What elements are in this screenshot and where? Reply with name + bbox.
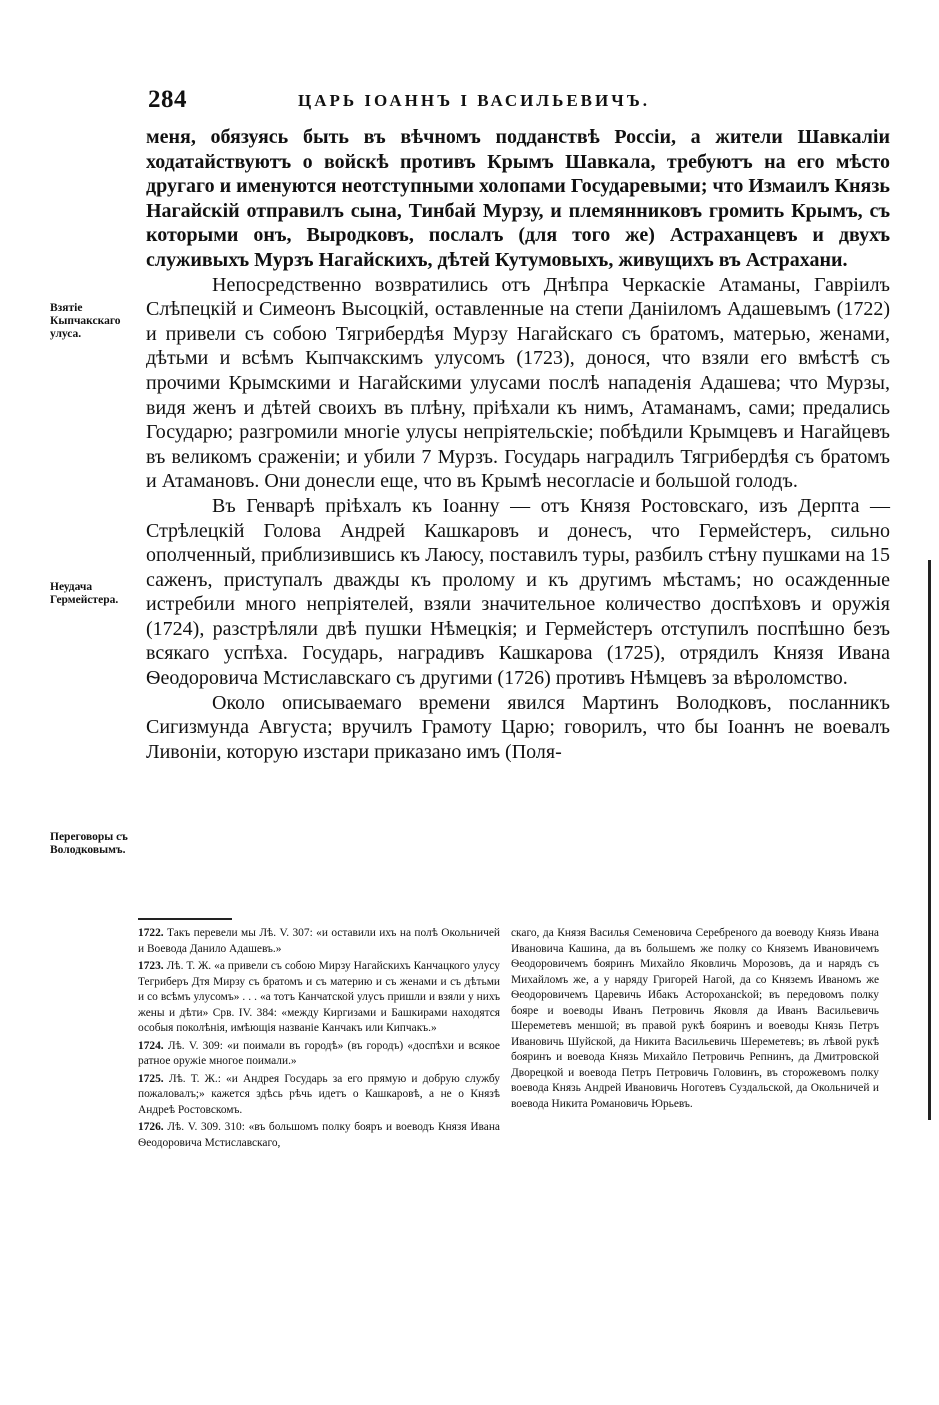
margin-note-volodkov: Переговоры съ Володковымъ. bbox=[50, 831, 128, 856]
margin-note-hermeister: Неудача Гермейстера. bbox=[50, 581, 119, 606]
footnote-text: Лѣ. Т. Ж.: «и Андрея Государь за его прямую и добрую службу пожаловалъ;» кажется здѣсь рѣчь идетъ о Кашкаровѣ, а не о Князѣ Андреѣ Ростовскомъ. bbox=[138, 1072, 500, 1116]
footnote-number: 1726. bbox=[138, 1121, 164, 1133]
main-text bbox=[146, 125, 890, 764]
footnote-number: 1723. bbox=[138, 960, 164, 972]
margin-note-kypchak: Взятіе Кыпчакскаго улуса. bbox=[50, 302, 121, 340]
paragraph: Въ Генварѣ пріѣхалъ къ Іоанну — отъ Князя Ростовскаго, изъ Дерпта — Стрѣлецкій Голова Андрей Кашкаровъ и донесъ, что Гермейстеръ, сильно ополченный, приблизившись къ Лаюсу, поставилъ туры, разбилъ стѣну пушками на 15 саженъ, приступалъ дважды къ пролому и къ другимъ мѣстамъ; но осажденные истребили много непріятелей, взяли значительное количество доспѣховъ и оружія (1724), разстрѣляли двѣ пушки Нѣмецкія; и Гермейстеръ отступилъ поспѣшно безъ всякаго успѣха. Государь, наградивъ Кашкарова (1725), отрядилъ Князя Ивана Ѳеодоровича Мстиславскаго съ другими (1726) противъ Нѣмцевъ за вѣроломство. bbox=[146, 494, 890, 690]
page-header bbox=[148, 86, 888, 116]
footnotes-left-column bbox=[138, 926, 500, 1153]
page-edge-shadow bbox=[928, 560, 931, 1120]
footnote-text: Такъ перевели мы Лѣ. V. 307: «и оставили ихъ на полѣ Окольничей и Воевода Данило Адашевъ.» bbox=[138, 927, 500, 955]
footnote-rule bbox=[138, 918, 232, 920]
footnote bbox=[138, 959, 500, 1037]
footnote bbox=[138, 1072, 500, 1119]
footnote bbox=[138, 1120, 500, 1151]
footnote-number: 1722. bbox=[138, 927, 164, 939]
paragraph: Непосредственно возвратились отъ Днѣпра Черкаскіе Атаманы, Гавріилъ Слѣпецкій и Симеонъ Высоцкій, оставленные на степи Даніиломъ Адашевымъ (1722) и привели съ собою Тягрибердѣя Мурзу Нагайскаго съ братомъ, матерью, женами, дѣтьми и всѣмъ Кыпчакскимъ улусомъ (1723), донося, что взяли его вмѣстѣ съ прочими Крымскими и Нагайскими улусами послѣ нападенія Адашева; что Мурзы, видя женъ и дѣтей своихъ въ плѣну, пріѣхали къ нимъ, Атаманамъ, сами; предались Государю; разгромили многіе улусы непріятельскіе; побѣдили Крымцевъ и Нагайцевъ въ великомъ сраженіи; и убили 7 Мурзъ. Государь наградилъ Тягрибердѣя съ братомъ и Атамановъ. Они донесли еще, что въ Крымѣ несогласіе и большой голодъ. bbox=[146, 273, 890, 493]
page-number: 284 bbox=[148, 86, 187, 113]
footnote bbox=[138, 1039, 500, 1070]
footnote-text: Лѣ. Т. Ж. «а привели съ собою Мирзу Нагайскихъ Канчацкого улусу Тегриберъ Дтя Мирзу съ братомъ и съ материю и съ женами и съ дѣтьми и со всѣмъ улусомъ» . . . «а тотъ Канчатской улусъ пришли и взяли у нихъ жены и дѣти» Срв. IV. 384: «между Киргизами и Башкирами находятся особыя поколѣнія, имѣющія названіе Канчакъ или Кипчакъ.» bbox=[138, 960, 500, 1034]
footnote-number: 1725. bbox=[138, 1072, 164, 1085]
paragraph: меня, обязуясь быть въ вѣчномъ подданствѣ Россіи, а жители Шавкаліи ходатайствуютъ о войскѣ противъ Крымъ Шавкала, требуютъ на его мѣсто другаго и именуются неотступными холопами Государевыми; что Измаилъ Князь Нагайскій отправилъ сына, Тинбай Мурзу, и племянниковъ громить Крымъ, съ которыми онъ, Выродковъ, послалъ (для того же) Астраханцевъ и двухъ служивыхъ Мурзъ Нагайскихъ, дѣтей Кутумовыхъ, живущихъ въ Астрахани. bbox=[146, 126, 890, 271]
footnote-continuation: скаго, да Князя Василья Семеновича Серебреного да воеводу Князь Ивана Ивановича Кашина, да въ большемъ же полку со Княземъ Ивановичемъ Ѳеодоровичемъ бояринъ Михайло Яковличь Морозовъ, да и нарядъ съ Михайломъ же, а у наряду Григорей Нагой, да со Княземъ Иваномъ же Ѳеодоровичемъ Царевичь Ибакъ Асторохансkой; въ передовомъ полку бояре и воеводы Иванъ Петровичь Яковля да Иванъ Васильевичь Шереметевъ меншой; въ правой рукѣ бояринъ и воеводы Князь Петръ Ивановичь Шуйской, да Никита Васильевичь Шереметевъ; въ лѣвой рукѣ бояринъ и воевода Князь Михайло Петровичь Репнинъ, да Дмитровской Дворецкой и воевода Петръ Петровичь Головинъ, въ сторожевомъ полку воевода Князь Андрей Ивановичь Ноготевъ Суздальской, да Окольничей и воевода Никита Романовичь Юрьевъ. bbox=[511, 927, 879, 1110]
footnotes-right-column bbox=[511, 926, 879, 1114]
footnote bbox=[138, 926, 500, 957]
footnote-text: Лѣ. V. 309: «и поимали въ городѣ» (въ городъ) «доспѣхи и всякое ратное оружіе многое поимали.» bbox=[138, 1039, 500, 1067]
running-head: ЦАРЬ ІОАННЪ І ВАСИЛЬЕВИЧЪ. bbox=[298, 91, 650, 110]
footnote-text: Лѣ. V. 309. 310: «въ большомъ полку бояръ и воеводъ Князя Ивана Ѳеодоровича Мстиславскаго, bbox=[138, 1121, 500, 1149]
paragraph: Около описываемаго времени явился Мартинъ Володковъ, посланникъ Сигизмунда Августа; вручилъ Грамоту Царю; говорилъ, что бы Іоаннъ не воевалъ Ливоніи, которую изстари приказано имъ (Поля- bbox=[146, 691, 890, 763]
footnote-number: 1724. bbox=[138, 1039, 164, 1052]
